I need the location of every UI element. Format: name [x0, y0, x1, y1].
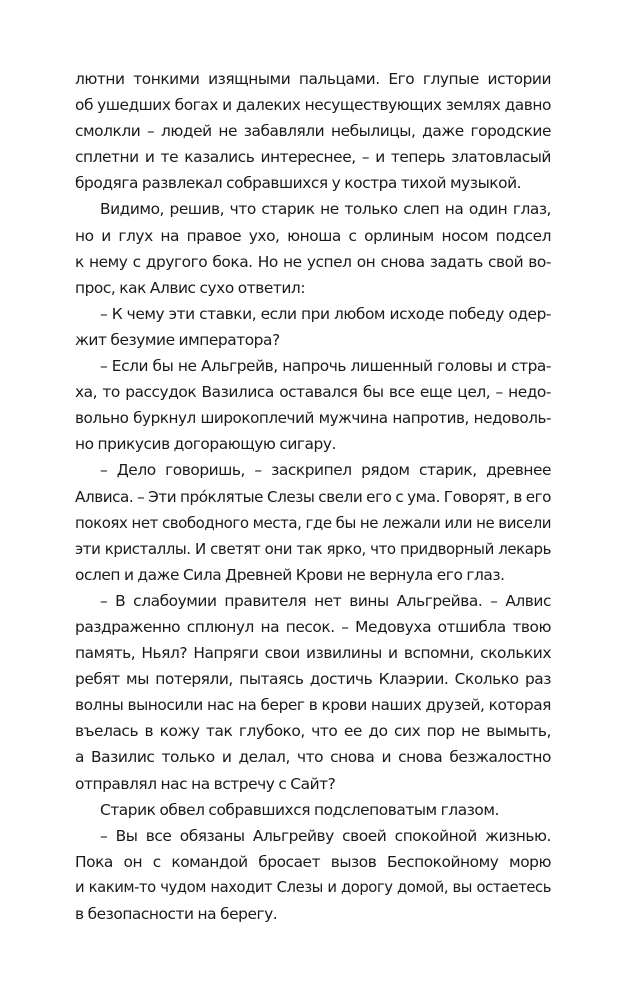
text-line: жит безумие императора? [75, 330, 280, 349]
text-line: а Вазилис только и делал, что снова и снова безжалостно [75, 748, 551, 767]
text-line: ослеп и даже Сила Древней Крови не вернула его глаз. [75, 565, 505, 584]
text-line: лютни тонкими изящными пальцами. Его глупые истории [75, 70, 551, 88]
text-line: смолкли – людей не забавляли небылицы, даже городские [75, 122, 551, 141]
paragraph [75, 66, 551, 196]
text-line: Видимо, решив, что старик не только слеп на один глаз, [100, 200, 551, 219]
text-line: отправлял нас на встречу с Сайт? [75, 774, 336, 793]
text-line: – В слабоумии правителя нет вины Альгрейва. – Алвис [100, 591, 551, 610]
text-line: в безопасности на берегу. [75, 905, 278, 923]
text-line: – Дело говоришь, – заскрипел рядом старик, древнее [100, 461, 551, 480]
text-line: въелась в кожу так глубоко, что ее до сих пор не вымыть, [75, 722, 551, 741]
text-line: ха, то рассудок Вазилиса оставался бы все еще цел, – недо- [75, 383, 551, 402]
text-line: раздраженно сплюнул на песок. – Медовуха отшибла твою [75, 617, 551, 636]
text-line: память, Ньял? Напряги свои извилины и вспомни, скольких [75, 644, 551, 663]
paragraph [75, 301, 551, 353]
text-line: бродяга развлекал собравшихся у костра тихой музыкой. [75, 174, 522, 193]
text-line: об ушедших богах и далеких несуществующих землях давно [75, 96, 551, 115]
paragraph [75, 353, 551, 457]
paragraph [75, 588, 551, 797]
page-body [75, 66, 551, 927]
paragraph [75, 797, 551, 823]
text-line: вольно буркнул широкоплечий мужчина напротив, недоволь- [75, 409, 551, 428]
text-line: Алвиса. – Эти про́клятые Слезы свели его с ума. Говорят, в его [75, 487, 551, 506]
text-line: но и глух на правое ухо, юноша с орлиным носом подсел [75, 226, 551, 245]
text-line: Пока он с командой бросает вызов Беспокойному морю [75, 852, 551, 871]
text-line: к нему с другого бока. Но не успел он снова задать свой во- [75, 252, 551, 271]
text-line: Старик обвел собравшихся подслеповатым глазом. [100, 800, 499, 819]
paragraph [75, 196, 551, 300]
text-line: – Вы все обязаны Альгрейву своей спокойной жизнью. [100, 826, 551, 845]
text-line: покоях нет свободного места, где бы не лежали или не висели [75, 513, 551, 532]
text-line: прос, как Алвис сухо ответил: [75, 278, 306, 297]
text-line: волны выносили нас на берег в крови наших друзей, которая [75, 696, 551, 715]
text-line: ребят мы потеряли, пытаясь достичь Клаэрии. Сколько раз [75, 670, 551, 689]
text-line: сплетни и те казались интереснее, – и теперь златовласый [75, 148, 551, 167]
text-line: но прикусив догорающую сигару. [75, 435, 336, 454]
text-line: – Если бы не Альгрейв, напрочь лишенный головы и стра- [100, 357, 551, 376]
text-line: и каким-то чудом находит Слезы и дорогу домой, вы остаетесь [75, 878, 551, 896]
paragraph [75, 823, 551, 927]
text-line: – К чему эти ставки, если при любом исходе победу одер- [100, 304, 551, 323]
paragraph [75, 457, 551, 587]
text-line: эти кристаллы. И светят они так ярко, что придворный лекарь [75, 539, 551, 558]
